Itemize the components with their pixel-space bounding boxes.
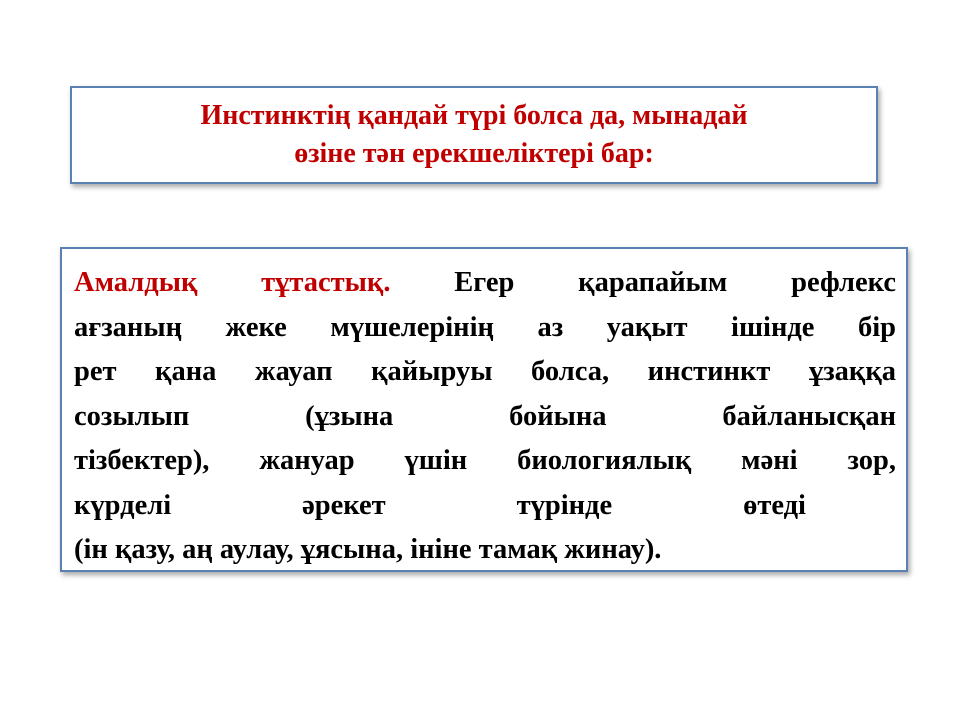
paragraph-line-5: тізбектер), жануар үшін биологиялық мәні зор, <box>74 445 896 476</box>
paragraph-line-3: рет қана жауап қайыруы болса, инстинкт ұзаққа <box>74 356 896 387</box>
title-box <box>70 86 878 184</box>
paragraph-line-1 <box>74 261 896 306</box>
paragraph-line-7: (ін қазу, аң аулау, ұясына, iнiне тамақ жинау). <box>74 534 662 565</box>
title-line-1: Инстинктің қандай түрі болса да, мынадай <box>200 100 748 131</box>
title-line-2: өзіне тән ерекшеліктері бар: <box>294 138 654 169</box>
paragraph-word: өтеді <box>743 489 806 521</box>
paragraph-line-6 <box>74 484 896 529</box>
content-box <box>60 247 908 572</box>
lead-term: Амалдық тұтастық. <box>74 267 391 298</box>
paragraph-word: түрінде <box>516 489 613 521</box>
paragraph-line-1-rest: Егер қарапайым рефлекс <box>454 267 896 298</box>
paragraph-line-2: ағзаның жеке мүшелерінің аз уақыт ішінде бір <box>74 311 896 343</box>
paragraph-word: күрделі <box>74 489 172 521</box>
paragraph-word: әрекет <box>302 489 386 521</box>
paragraph-line-4: созылып (ұзына бойына байланысқан <box>74 400 896 432</box>
